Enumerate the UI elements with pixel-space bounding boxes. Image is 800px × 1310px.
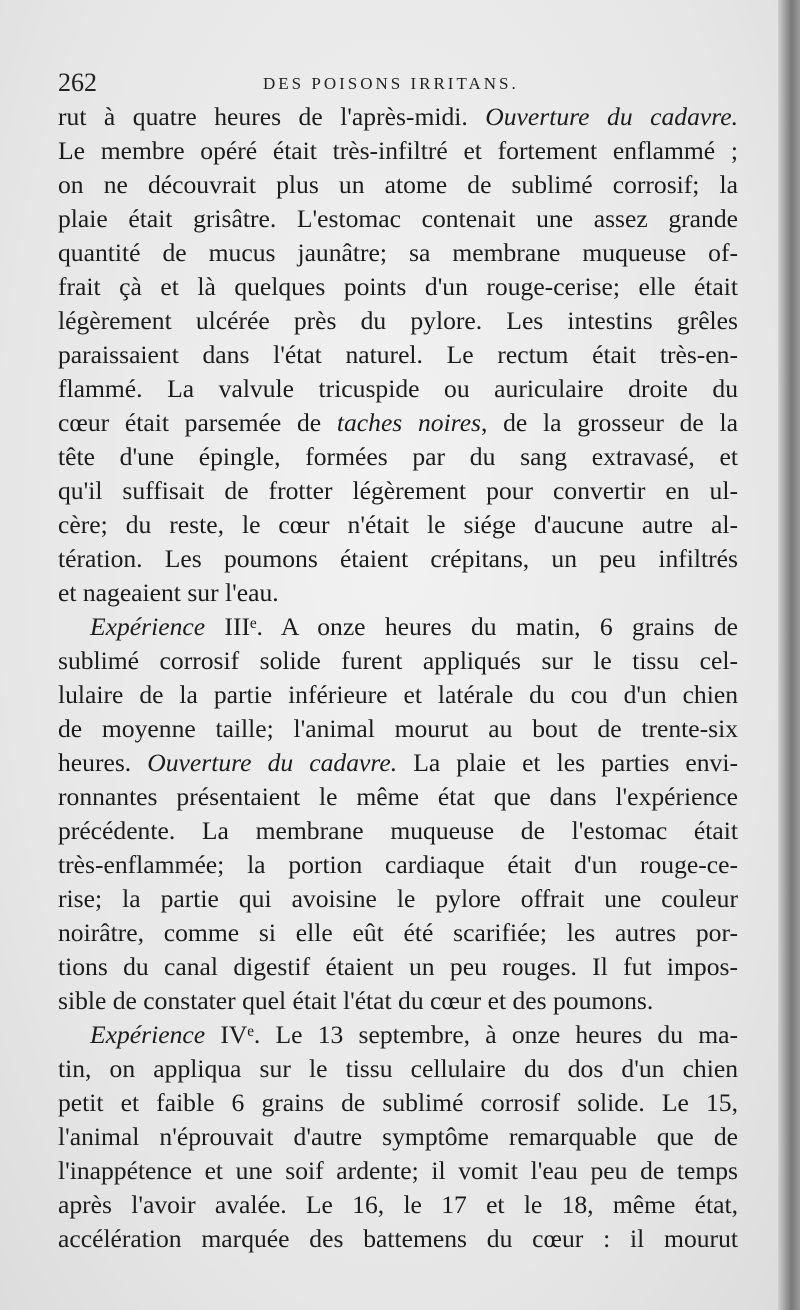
text-line: lulaire de la partie inférieure et latérale du cou d'un chien [58, 680, 738, 709]
text-line: sublimé corrosif solide furent appliqués sur le tissu cel- [58, 646, 738, 675]
text-line: et nageaient sur l'eau. [58, 578, 279, 607]
text-line: cère; du reste, le cœur n'était le siége d'aucune autre al- [58, 510, 738, 539]
text-line: précédente. La membrane muqueuse de l'estomac était [58, 816, 738, 845]
text-line: légèrement ulcérée près du pylore. Les intestins grêles [58, 306, 738, 335]
text-line: très-enflammée; la portion cardiaque était d'un rouge-ce- [58, 850, 738, 879]
text-line: petit et faible 6 grains de sublimé corrosif solide. Le 15, [58, 1088, 738, 1117]
text-line: de moyenne taille; l'animal mourut au bout de trente-six [58, 714, 738, 743]
running-head: DES POISONS IRRITANS. [263, 74, 519, 93]
text-line: heures. Ouverture du cadavre. La plaie et les parties envi- [58, 748, 738, 777]
text-line: tête d'une épingle, formées par du sang extravasé, et [58, 442, 738, 471]
text-line: sible de constater quel était l'état du cœur et des poumons. [58, 986, 654, 1015]
text-line: on ne découvrait plus un atome de sublimé corrosif; la [58, 170, 738, 199]
text-line: l'animal n'éprouvait d'autre symptôme remarquable que de [58, 1122, 738, 1151]
text-line: tions du canal digestif étaient un peu rouges. Il fut impos- [58, 952, 738, 981]
text-line: tin, on appliqua sur le tissu cellulaire du dos d'un chien [58, 1054, 738, 1083]
body-text [58, 100, 738, 1256]
text-line: rut à quatre heures de l'après-midi. Ouverture du cadavre. [58, 102, 738, 131]
text-line: frait çà et là quelques points d'un rouge-cerise; elle était [58, 272, 738, 301]
page-edge-shadow [778, 0, 800, 1310]
page-header [58, 68, 738, 98]
text-line: qu'il suffisait de frotter légèrement pour convertir en ul- [58, 476, 738, 505]
text-line: Expérience IIIᵉ. A onze heures du matin, 6 grains de [90, 612, 738, 641]
text-line: tération. Les poumons étaient crépitans, un peu infiltrés [58, 544, 738, 573]
text-line: après l'avoir avalée. Le 16, le 17 et le 18, même état, [58, 1190, 738, 1219]
text-line: ronnantes présentaient le même état que dans l'expérience [58, 782, 738, 811]
text-line: Le membre opéré était très-infiltré et fortement enflammé ; [58, 136, 738, 165]
text-line: Expérience IVᵉ. Le 13 septembre, à onze heures du ma- [90, 1020, 738, 1049]
text-line: flammé. La valvule tricuspide ou auriculaire droite du [58, 374, 738, 403]
page-number: 262 [58, 68, 97, 97]
text-line: cœur était parsemée de taches noires, de la grosseur de la [58, 408, 738, 437]
text-line: paraissaient dans l'état naturel. Le rectum était très-en- [58, 340, 738, 369]
text-line: noirâtre, comme si elle eût été scarifiée; les autres por- [58, 918, 738, 947]
text-line: plaie était grisâtre. L'estomac contenait une assez grande [58, 204, 738, 233]
text-line: l'inappétence et une soif ardente; il vomit l'eau peu de temps [58, 1156, 738, 1185]
text-line: accélération marquée des battemens du cœur : il mourut [58, 1224, 738, 1253]
text-line: quantité de mucus jaunâtre; sa membrane muqueuse of- [58, 238, 738, 267]
text-line: rise; la partie qui avoisine le pylore offrait une couleur [58, 884, 738, 913]
